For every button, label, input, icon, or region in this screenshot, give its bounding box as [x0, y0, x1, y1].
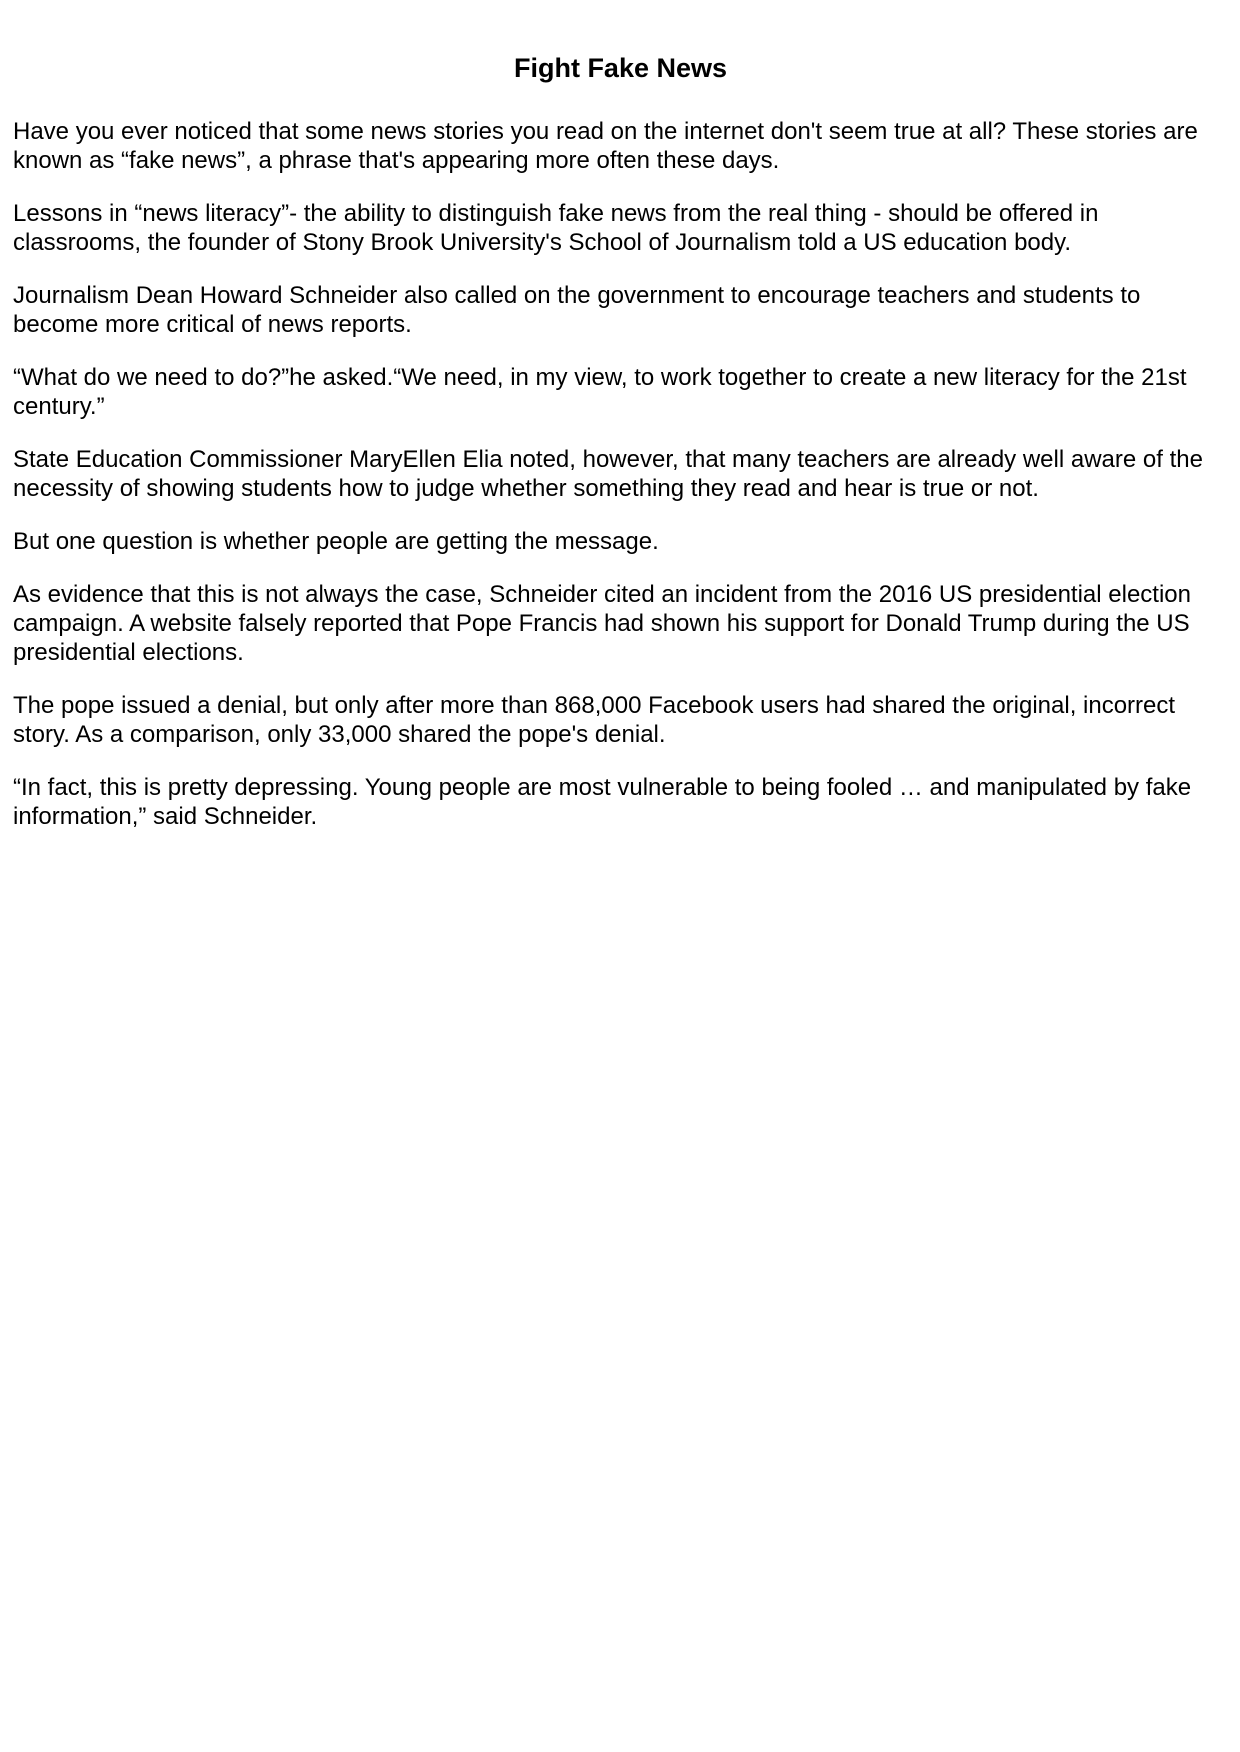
- paragraph-schneider-call: Journalism Dean Howard Schneider also called on the government to encourage teachers and students to become more critical of news reports.: [13, 282, 1141, 338]
- paragraph-elia: State Education Commissioner MaryEllen Elia noted, however, that many teachers are already well aware of the necessity of showing students how to judge whether something they read and hear is true or not.: [13, 446, 1203, 502]
- paragraph-intro: Have you ever noticed that some news stories you read on the internet don't seem true at all? These stories are known as “fake news”, a phrase that's appearing more often these days.: [13, 118, 1198, 174]
- paragraph-news-literacy: Lessons in “news literacy”- the ability to distinguish fake news from the real thing - should be offered in classrooms, the founder of Stony Brook University's School of Journalism told a US education body.: [13, 200, 1099, 256]
- document-page: [13, 50, 1228, 855]
- paragraph-conclusion: “In fact, this is pretty depressing. Young people are most vulnerable to being fooled … and manipulated by fake information,” said Schneider.: [13, 774, 1192, 830]
- paragraph-evidence: As evidence that this is not always the case, Schneider cited an incident from the 2016 US presidential election campaign. A website falsely reported that Pope Francis had shown his support for Donald Trump during the US presidential elections.: [13, 581, 1192, 666]
- paragraph-question: But one question is whether people are getting the message.: [13, 528, 659, 555]
- paragraph-denial: The pope issued a denial, but only after more than 868,000 Facebook users had shared the original, incorrect story. As a comparison, only 33,000 shared the pope's denial.: [13, 692, 1176, 748]
- paragraph-quote: “What do we need to do?”he asked.“We need, in my view, to work together to create a new literacy for the 21st century.”: [13, 364, 1187, 420]
- document-title: Fight Fake News: [513, 53, 728, 83]
